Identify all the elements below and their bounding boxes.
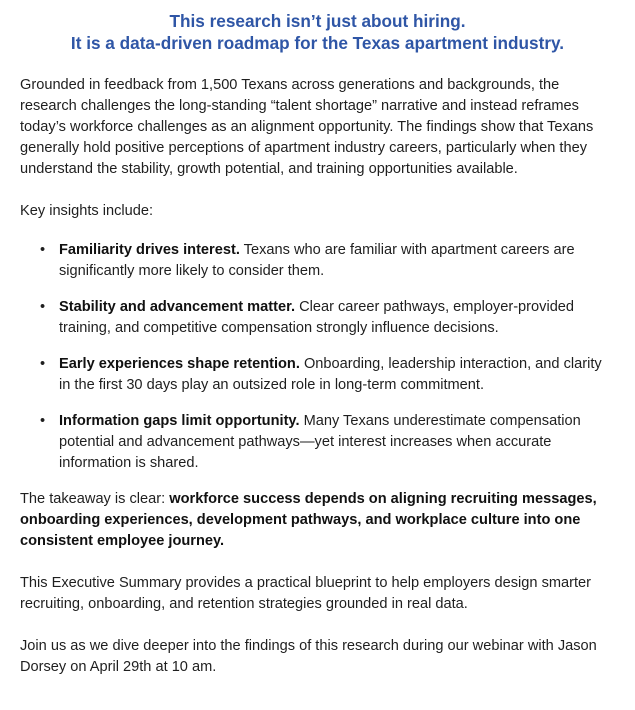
headline-line-1: This research isn’t just about hiring. <box>169 11 466 31</box>
insight-text: Clear career pathways, employer-provided training, and competitive compensation strongly influence decisions. <box>59 299 575 336</box>
insight-text: Texans who are familiar with apartment careers are significantly more likely to consider them. <box>59 242 575 279</box>
insight-text: Onboarding, leadership interaction, and clarity in the first 30 days play an outsized role in long-term commitment. <box>59 356 602 393</box>
insight-item <box>40 240 615 282</box>
blueprint-paragraph: This Executive Summary provides a practical blueprint to help employers design smarter recruiting, onboarding, and retention strategies grounded in real data. <box>20 575 592 612</box>
takeaway-bold: workforce success depends on aligning recruiting messages, onboarding experiences, development pathways, and workplace culture into one consistent employee journey. <box>20 491 597 549</box>
headline <box>20 10 615 54</box>
headline-line-2: It is a data-driven roadmap for the Texas apartment industry. <box>70 33 565 53</box>
insight-title: Information gaps limit opportunity. <box>59 413 300 429</box>
webinar-paragraph: Join us as we dive deeper into the findings of this research during our webinar with Jason Dorsey on April 29th at 10 am. <box>20 638 597 675</box>
insight-title: Early experiences shape retention. <box>59 356 300 372</box>
insight-title: Familiarity drives interest. <box>59 242 240 258</box>
insight-text: Many Texans underestimate compensation potential and advancement pathways—yet interest increases when accurate information is shared. <box>59 413 581 471</box>
intro-paragraph: Grounded in feedback from 1,500 Texans across generations and backgrounds, the research challenges the long-standing “talent shortage” narrative and instead reframes today’s workforce challenges as an alignment opportunity. The findings show that Texans generally hold positive perceptions of apartment industry careers, particularly when they understand the stability, growth potential, and training opportunities available. <box>20 77 594 177</box>
insights-list <box>20 240 615 474</box>
insight-title: Stability and advancement matter. <box>59 299 296 315</box>
takeaway-paragraph <box>20 489 615 552</box>
insight-item <box>40 297 615 339</box>
insight-item <box>40 411 615 474</box>
takeaway-lead: The takeaway is clear: <box>20 491 170 507</box>
insight-item <box>40 354 615 396</box>
key-insights-label: Key insights include: <box>20 203 154 219</box>
